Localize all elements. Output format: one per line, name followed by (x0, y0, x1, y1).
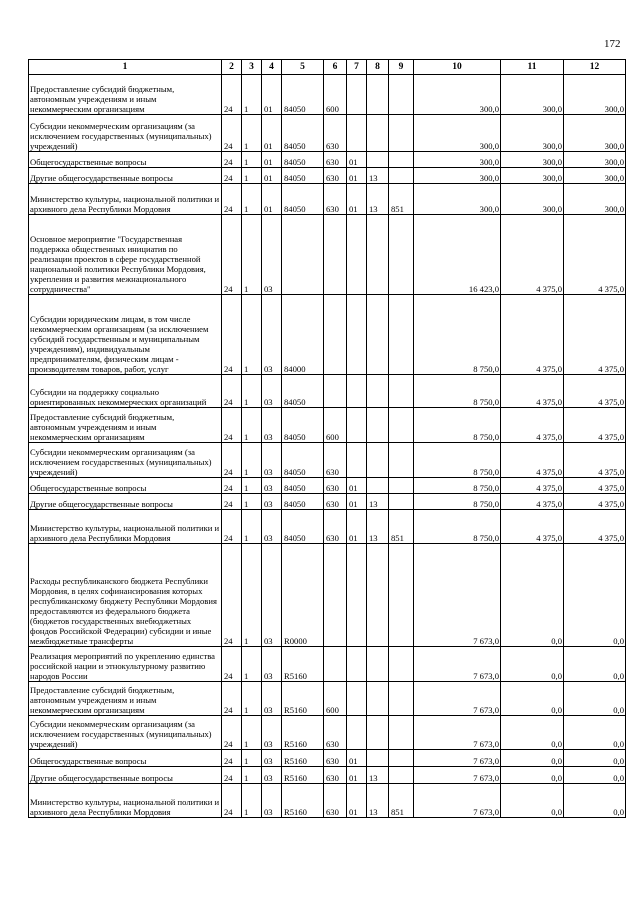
expense-type: 630 (324, 784, 347, 818)
ministry-code: 24 (222, 544, 242, 647)
subsection (367, 682, 389, 716)
grbs-code (389, 478, 414, 494)
table-row (29, 682, 626, 716)
expense-type (324, 544, 347, 647)
amount-year-3: 4 375,0 (564, 408, 626, 443)
amount-year-3: 300,0 (564, 168, 626, 184)
amount-year-1: 8 750,0 (414, 443, 501, 478)
table-row (29, 152, 626, 168)
amount-year-1: 300,0 (414, 168, 501, 184)
subsection (367, 408, 389, 443)
ministry-code: 24 (222, 784, 242, 818)
amount-year-1: 7 673,0 (414, 716, 501, 750)
amount-year-2: 4 375,0 (501, 443, 564, 478)
section (347, 375, 367, 408)
expense-name: Реализация мероприятий по укреплению единства российской нации и этнокультурному развитию народов России (29, 647, 222, 682)
expense-type: 630 (324, 767, 347, 784)
subprogram-code: 01 (262, 152, 282, 168)
expense-type (324, 647, 347, 682)
table-row (29, 544, 626, 647)
section (347, 408, 367, 443)
expense-type: 630 (324, 168, 347, 184)
section: 01 (347, 784, 367, 818)
ministry-code: 24 (222, 375, 242, 408)
amount-year-3: 300,0 (564, 75, 626, 115)
ministry-code: 24 (222, 152, 242, 168)
article-code: R5160 (282, 767, 324, 784)
grbs-code (389, 152, 414, 168)
table-row (29, 750, 626, 767)
program-code: 1 (242, 408, 262, 443)
section (347, 682, 367, 716)
col-header: 7 (347, 60, 367, 75)
amount-year-3: 0,0 (564, 716, 626, 750)
subprogram-code: 03 (262, 478, 282, 494)
amount-year-3: 0,0 (564, 682, 626, 716)
amount-year-2: 4 375,0 (501, 295, 564, 375)
table-row (29, 168, 626, 184)
expense-name: Другие общегосударственные вопросы (29, 494, 222, 510)
expense-type: 630 (324, 184, 347, 215)
expense-name: Предоставление субсидий бюджетным, автономным учреждениям и иным некоммерческим организациям (29, 408, 222, 443)
amount-year-2: 0,0 (501, 544, 564, 647)
program-code: 1 (242, 784, 262, 818)
budget-table (28, 59, 626, 818)
subsection (367, 295, 389, 375)
program-code: 1 (242, 152, 262, 168)
subprogram-code: 03 (262, 647, 282, 682)
section (347, 544, 367, 647)
grbs-code (389, 544, 414, 647)
expense-type: 600 (324, 408, 347, 443)
col-header: 6 (324, 60, 347, 75)
amount-year-1: 8 750,0 (414, 408, 501, 443)
grbs-code: 851 (389, 184, 414, 215)
amount-year-2: 4 375,0 (501, 478, 564, 494)
section: 01 (347, 168, 367, 184)
program-code: 1 (242, 184, 262, 215)
amount-year-2: 4 375,0 (501, 494, 564, 510)
subsection: 13 (367, 510, 389, 544)
amount-year-2: 0,0 (501, 647, 564, 682)
ministry-code: 24 (222, 443, 242, 478)
amount-year-1: 7 673,0 (414, 767, 501, 784)
table-row (29, 494, 626, 510)
amount-year-1: 16 423,0 (414, 215, 501, 295)
grbs-code (389, 767, 414, 784)
expense-type: 630 (324, 716, 347, 750)
article-code: 84050 (282, 478, 324, 494)
program-code: 1 (242, 682, 262, 716)
amount-year-2: 4 375,0 (501, 510, 564, 544)
amount-year-1: 8 750,0 (414, 295, 501, 375)
article-code: 84000 (282, 295, 324, 375)
amount-year-3: 4 375,0 (564, 494, 626, 510)
article-code: 84050 (282, 375, 324, 408)
grbs-code: 851 (389, 510, 414, 544)
subsection (367, 750, 389, 767)
article-code: R0000 (282, 544, 324, 647)
ministry-code: 24 (222, 647, 242, 682)
subprogram-code: 01 (262, 75, 282, 115)
program-code: 1 (242, 75, 262, 115)
expense-type: 630 (324, 115, 347, 152)
grbs-code (389, 295, 414, 375)
grbs-code: 851 (389, 784, 414, 818)
expense-name: Субсидии на поддержку социально ориентированных некоммерческих организаций (29, 375, 222, 408)
subprogram-code: 03 (262, 544, 282, 647)
amount-year-3: 0,0 (564, 544, 626, 647)
amount-year-1: 300,0 (414, 184, 501, 215)
expense-type: 630 (324, 494, 347, 510)
ministry-code: 24 (222, 682, 242, 716)
amount-year-1: 8 750,0 (414, 510, 501, 544)
subsection: 13 (367, 168, 389, 184)
section: 01 (347, 767, 367, 784)
amount-year-1: 7 673,0 (414, 784, 501, 818)
program-code: 1 (242, 115, 262, 152)
grbs-code (389, 408, 414, 443)
article-code: R5160 (282, 716, 324, 750)
subprogram-code: 03 (262, 215, 282, 295)
subsection (367, 375, 389, 408)
ministry-code: 24 (222, 75, 242, 115)
section (347, 75, 367, 115)
amount-year-2: 4 375,0 (501, 215, 564, 295)
ministry-code: 24 (222, 215, 242, 295)
section: 01 (347, 750, 367, 767)
amount-year-2: 300,0 (501, 115, 564, 152)
amount-year-1: 8 750,0 (414, 494, 501, 510)
subsection (367, 215, 389, 295)
amount-year-1: 7 673,0 (414, 647, 501, 682)
subprogram-code: 03 (262, 784, 282, 818)
ministry-code: 24 (222, 295, 242, 375)
grbs-code (389, 115, 414, 152)
article-code: 84050 (282, 75, 324, 115)
expense-name: Субсидии юридическим лицам, в том числе некоммерческим организациям (за исключением субсидий государственным и муниципальным учреждениям), индивидуальным предпринимателям, физическим лицам - производителям товаров, работ, услуг (29, 295, 222, 375)
article-code: 84050 (282, 443, 324, 478)
subprogram-code: 03 (262, 682, 282, 716)
amount-year-3: 0,0 (564, 647, 626, 682)
subprogram-code: 03 (262, 750, 282, 767)
table-row (29, 443, 626, 478)
grbs-code (389, 168, 414, 184)
subprogram-code: 01 (262, 115, 282, 152)
program-code: 1 (242, 544, 262, 647)
expense-name: Другие общегосударственные вопросы (29, 168, 222, 184)
article-code: R5160 (282, 647, 324, 682)
subprogram-code: 03 (262, 510, 282, 544)
table-row (29, 647, 626, 682)
program-code: 1 (242, 510, 262, 544)
expense-name: Расходы республиканского бюджета Республики Мордовия, в целях софинансирования которых республиканскому бюджету Республики Мордовия предоставляются из федерального бюджета (бюджетов государственных внебюджетных фондов Российской Федерации) субсидии и иные межбюджетные трансферты (29, 544, 222, 647)
subprogram-code: 03 (262, 767, 282, 784)
table-row (29, 115, 626, 152)
expense-name: Субсидии некоммерческим организациям (за исключением государственных (муниципальных) учреждений) (29, 716, 222, 750)
amount-year-3: 4 375,0 (564, 295, 626, 375)
expense-name: Общегосударственные вопросы (29, 478, 222, 494)
ministry-code: 24 (222, 510, 242, 544)
subprogram-code: 01 (262, 184, 282, 215)
article-code: 84050 (282, 510, 324, 544)
amount-year-3: 300,0 (564, 184, 626, 215)
section (347, 295, 367, 375)
subsection (367, 647, 389, 682)
amount-year-2: 300,0 (501, 75, 564, 115)
grbs-code (389, 215, 414, 295)
program-code: 1 (242, 443, 262, 478)
amount-year-1: 300,0 (414, 152, 501, 168)
subsection: 13 (367, 494, 389, 510)
amount-year-2: 0,0 (501, 682, 564, 716)
amount-year-2: 300,0 (501, 152, 564, 168)
section: 01 (347, 510, 367, 544)
subsection (367, 115, 389, 152)
ministry-code: 24 (222, 408, 242, 443)
article-code: 84050 (282, 168, 324, 184)
program-code: 1 (242, 168, 262, 184)
table-body (29, 75, 626, 818)
col-header: 4 (262, 60, 282, 75)
table-row (29, 375, 626, 408)
amount-year-3: 4 375,0 (564, 375, 626, 408)
subprogram-code: 03 (262, 716, 282, 750)
subsection: 13 (367, 184, 389, 215)
ministry-code: 24 (222, 478, 242, 494)
expense-type: 630 (324, 750, 347, 767)
article-code: 84050 (282, 408, 324, 443)
table-row (29, 75, 626, 115)
section (347, 647, 367, 682)
ministry-code: 24 (222, 494, 242, 510)
expense-name: Другие общегосударственные вопросы (29, 767, 222, 784)
expense-type: 600 (324, 75, 347, 115)
program-code: 1 (242, 494, 262, 510)
grbs-code (389, 443, 414, 478)
table-row (29, 295, 626, 375)
ministry-code: 24 (222, 115, 242, 152)
subsection (367, 443, 389, 478)
article-code: R5160 (282, 682, 324, 716)
expense-type: 600 (324, 682, 347, 716)
col-header: 11 (501, 60, 564, 75)
subsection (367, 152, 389, 168)
section: 01 (347, 184, 367, 215)
grbs-code (389, 75, 414, 115)
table-row (29, 408, 626, 443)
amount-year-1: 7 673,0 (414, 544, 501, 647)
subsection: 13 (367, 784, 389, 818)
grbs-code (389, 375, 414, 408)
col-header: 1 (29, 60, 222, 75)
ministry-code: 24 (222, 168, 242, 184)
ministry-code: 24 (222, 184, 242, 215)
col-header: 2 (222, 60, 242, 75)
amount-year-1: 300,0 (414, 75, 501, 115)
col-header: 12 (564, 60, 626, 75)
article-code: R5160 (282, 784, 324, 818)
col-header: 8 (367, 60, 389, 75)
article-code: R5160 (282, 750, 324, 767)
expense-type: 630 (324, 478, 347, 494)
col-header: 9 (389, 60, 414, 75)
amount-year-3: 0,0 (564, 767, 626, 784)
article-code: 84050 (282, 115, 324, 152)
amount-year-2: 0,0 (501, 750, 564, 767)
amount-year-3: 4 375,0 (564, 215, 626, 295)
subsection: 13 (367, 767, 389, 784)
expense-type (324, 295, 347, 375)
amount-year-1: 7 673,0 (414, 682, 501, 716)
section (347, 443, 367, 478)
amount-year-2: 0,0 (501, 767, 564, 784)
ministry-code: 24 (222, 716, 242, 750)
expense-name: Министерство культуры, национальной политики и архивного дела Республики Мордовия (29, 784, 222, 818)
amount-year-1: 300,0 (414, 115, 501, 152)
grbs-code (389, 494, 414, 510)
subprogram-code: 03 (262, 494, 282, 510)
subsection (367, 716, 389, 750)
subprogram-code: 03 (262, 408, 282, 443)
amount-year-1: 8 750,0 (414, 375, 501, 408)
subsection (367, 544, 389, 647)
subprogram-code: 01 (262, 168, 282, 184)
table-row (29, 767, 626, 784)
article-code: 84050 (282, 184, 324, 215)
amount-year-3: 0,0 (564, 784, 626, 818)
amount-year-3: 4 375,0 (564, 478, 626, 494)
amount-year-2: 4 375,0 (501, 408, 564, 443)
program-code: 1 (242, 375, 262, 408)
expense-name: Основное мероприятие "Государственная поддержка общественных инициатив по реализации проектов в сфере государственной национальной политики Республики Мордовия, укрепления и развития межнационального сотрудничества" (29, 215, 222, 295)
amount-year-3: 4 375,0 (564, 443, 626, 478)
program-code: 1 (242, 647, 262, 682)
section (347, 215, 367, 295)
expense-name: Министерство культуры, национальной политики и архивного дела Республики Мордовия (29, 184, 222, 215)
program-code: 1 (242, 716, 262, 750)
amount-year-2: 4 375,0 (501, 375, 564, 408)
amount-year-1: 7 673,0 (414, 750, 501, 767)
expense-name: Субсидии некоммерческим организациям (за исключением государственных (муниципальных) учреждений) (29, 443, 222, 478)
program-code: 1 (242, 295, 262, 375)
table-row (29, 478, 626, 494)
ministry-code: 24 (222, 767, 242, 784)
section (347, 115, 367, 152)
expense-name: Общегосударственные вопросы (29, 152, 222, 168)
subsection (367, 75, 389, 115)
col-header: 5 (282, 60, 324, 75)
program-code: 1 (242, 750, 262, 767)
grbs-code (389, 750, 414, 767)
expense-type (324, 375, 347, 408)
amount-year-3: 300,0 (564, 152, 626, 168)
amount-year-3: 300,0 (564, 115, 626, 152)
amount-year-3: 0,0 (564, 750, 626, 767)
section: 01 (347, 478, 367, 494)
amount-year-2: 300,0 (501, 184, 564, 215)
page-number: 172 (604, 38, 621, 50)
table-row (29, 184, 626, 215)
section: 01 (347, 494, 367, 510)
table-row (29, 510, 626, 544)
grbs-code (389, 716, 414, 750)
section (347, 716, 367, 750)
expense-name: Министерство культуры, национальной политики и архивного дела Республики Мордовия (29, 510, 222, 544)
col-header: 3 (242, 60, 262, 75)
expense-type (324, 215, 347, 295)
expense-type: 630 (324, 510, 347, 544)
amount-year-2: 300,0 (501, 168, 564, 184)
article-code: 84050 (282, 494, 324, 510)
col-header: 10 (414, 60, 501, 75)
expense-name: Субсидии некоммерческим организациям (за исключением государственных (муниципальных) учреждений) (29, 115, 222, 152)
expense-name: Общегосударственные вопросы (29, 750, 222, 767)
article-code: 84050 (282, 152, 324, 168)
section: 01 (347, 152, 367, 168)
subsection (367, 478, 389, 494)
expense-name: Предоставление субсидий бюджетным, автономным учреждениям и иным некоммерческим организациям (29, 75, 222, 115)
program-code: 1 (242, 767, 262, 784)
ministry-code: 24 (222, 750, 242, 767)
amount-year-2: 0,0 (501, 784, 564, 818)
grbs-code (389, 647, 414, 682)
subprogram-code: 03 (262, 295, 282, 375)
program-code: 1 (242, 478, 262, 494)
grbs-code (389, 682, 414, 716)
amount-year-1: 8 750,0 (414, 478, 501, 494)
amount-year-3: 4 375,0 (564, 510, 626, 544)
subprogram-code: 03 (262, 375, 282, 408)
expense-type: 630 (324, 443, 347, 478)
amount-year-2: 0,0 (501, 716, 564, 750)
subprogram-code: 03 (262, 443, 282, 478)
header-row (29, 60, 626, 75)
article-code (282, 215, 324, 295)
expense-type: 630 (324, 152, 347, 168)
table-row (29, 784, 626, 818)
table-row (29, 215, 626, 295)
table-row (29, 716, 626, 750)
expense-name: Предоставление субсидий бюджетным, автономным учреждениям и иным некоммерческим организациям (29, 682, 222, 716)
program-code: 1 (242, 215, 262, 295)
